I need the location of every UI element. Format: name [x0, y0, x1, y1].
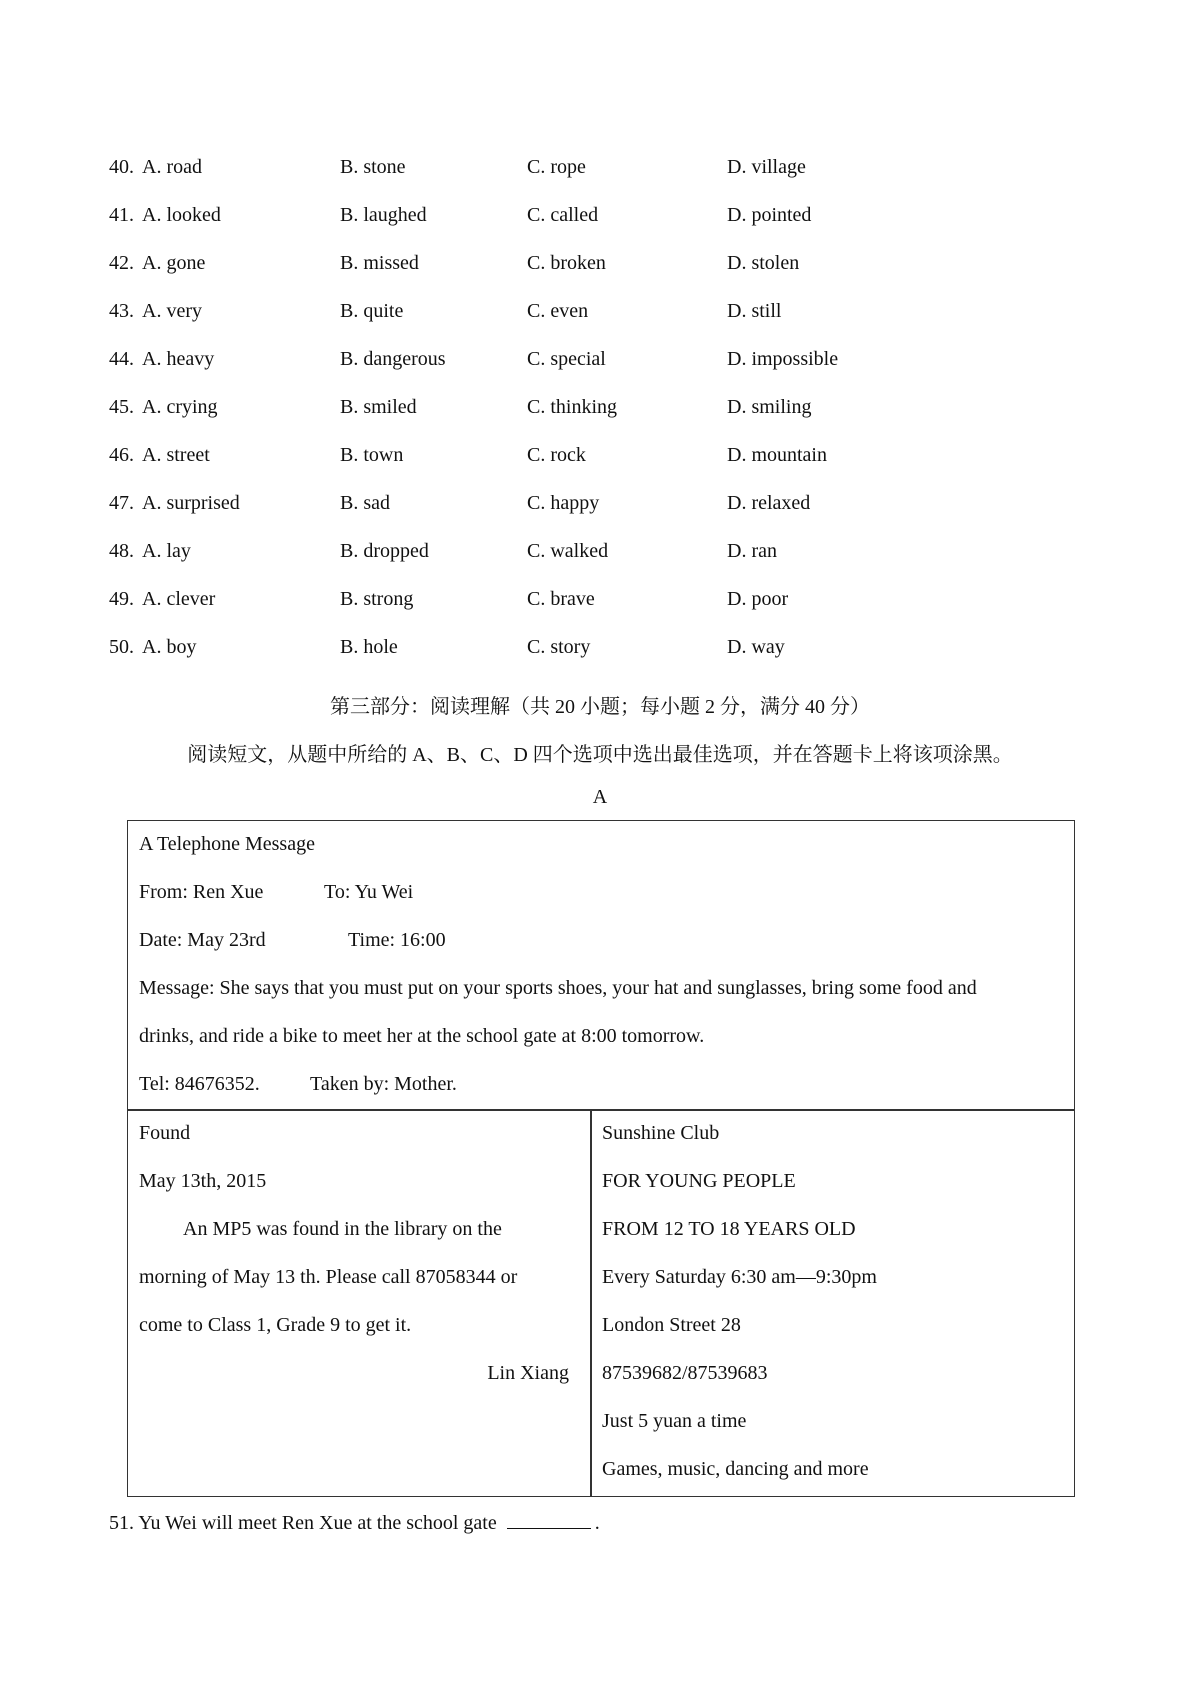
found-title: Found [139, 1122, 191, 1144]
message-title: A Telephone Message [139, 833, 315, 855]
option-d: D. way [727, 636, 785, 658]
club-line-4: London Street 28 [602, 1314, 741, 1336]
option-b: B. sad [340, 492, 390, 514]
question-row [0, 636, 1200, 666]
option-c: C. happy [527, 492, 600, 514]
telephone-message-box [127, 820, 1075, 1111]
option-b: B. smiled [340, 396, 417, 418]
question-number: 45. [109, 396, 134, 418]
message-taken-by: Taken by: Mother. [310, 1073, 457, 1095]
option-a: A. looked [142, 204, 221, 226]
question-number: 47. [109, 492, 134, 514]
message-to: To: Yu Wei [324, 881, 414, 903]
option-d: D. impossible [727, 348, 839, 370]
option-d: D. stolen [727, 252, 800, 274]
question-number: 50. [109, 636, 134, 658]
option-a: A. street [142, 444, 210, 466]
option-a: A. very [142, 300, 202, 322]
option-c: C. rock [527, 444, 586, 466]
question-number: 46. [109, 444, 134, 466]
question-row [0, 588, 1200, 618]
club-line-3: Every Saturday 6:30 am—9:30pm [602, 1266, 877, 1288]
question-number: 41. [109, 204, 134, 226]
club-line-6: Just 5 yuan a time [602, 1410, 747, 1432]
option-d: D. still [727, 300, 782, 322]
option-c: C. even [527, 300, 589, 322]
found-notice-box [127, 1109, 592, 1497]
found-text-line-3: come to Class 1, Grade 9 to get it. [139, 1314, 412, 1336]
section-heading: 第三部分：阅读理解（共 20 小题；每小题 2 分，满分 40 分） [330, 696, 870, 718]
question-number: 44. [109, 348, 134, 370]
question-number: 40. [109, 156, 134, 178]
question-row [0, 396, 1200, 426]
option-a: A. lay [142, 540, 191, 562]
option-b: B. laughed [340, 204, 427, 226]
question-51 [109, 1510, 600, 1535]
option-a: A. crying [142, 396, 218, 418]
message-body-line-1: Message: She says that you must put on your sports shoes, your hat and sunglasses, bring some food and [139, 977, 977, 999]
question-51-text: 51. Yu Wei will meet Ren Xue at the school gate [109, 1512, 497, 1534]
club-line-1: FOR YOUNG PEOPLE [602, 1170, 796, 1192]
option-c: C. story [527, 636, 591, 658]
message-body-line-2: drinks, and ride a bike to meet her at the school gate at 8:00 tomorrow. [139, 1025, 705, 1047]
section-instruction: 阅读短文，从题中所给的 A、B、C、D 四个选项中选出最佳选项，并在答题卡上将该项涂黑。 [187, 744, 1013, 766]
message-from: From: Ren Xue [139, 881, 264, 903]
found-signature: Lin Xiang [487, 1362, 569, 1384]
option-b: B. town [340, 444, 404, 466]
question-row [0, 300, 1200, 330]
option-d: D. ran [727, 540, 777, 562]
club-title: Sunshine Club [602, 1122, 720, 1144]
option-b: B. quite [340, 300, 404, 322]
found-text-line-2: morning of May 13 th. Please call 87058344 or [139, 1266, 518, 1288]
question-row [0, 444, 1200, 474]
question-row [0, 156, 1200, 186]
option-a: A. surprised [142, 492, 240, 514]
message-time: Time: 16:00 [348, 929, 446, 951]
question-51-period: . [594, 1512, 600, 1534]
question-row [0, 204, 1200, 234]
club-notice-box [590, 1109, 1075, 1497]
message-tel: Tel: 84676352. [139, 1073, 260, 1095]
question-number: 48. [109, 540, 134, 562]
option-b: B. dropped [340, 540, 429, 562]
club-line-5: 87539682/87539683 [602, 1362, 768, 1384]
club-line-2: FROM 12 TO 18 YEARS OLD [602, 1218, 856, 1240]
option-d: D. village [727, 156, 806, 178]
option-c: C. broken [527, 252, 606, 274]
question-row [0, 492, 1200, 522]
option-b: B. strong [340, 588, 414, 610]
answer-blank [507, 1510, 591, 1529]
option-a: A. boy [142, 636, 197, 658]
option-a: A. clever [142, 588, 216, 610]
option-c: C. thinking [527, 396, 618, 418]
option-b: B. dangerous [340, 348, 446, 370]
option-c: C. special [527, 348, 606, 370]
club-line-7: Games, music, dancing and more [602, 1458, 869, 1480]
option-c: C. brave [527, 588, 595, 610]
option-d: D. mountain [727, 444, 827, 466]
option-d: D. poor [727, 588, 789, 610]
passage-label: A [592, 786, 608, 808]
question-row [0, 348, 1200, 378]
option-d: D. smiling [727, 396, 812, 418]
option-b: B. missed [340, 252, 419, 274]
option-b: B. hole [340, 636, 398, 658]
question-number: 49. [109, 588, 134, 610]
option-c: C. called [527, 204, 599, 226]
question-number: 42. [109, 252, 134, 274]
option-a: A. road [142, 156, 202, 178]
question-number: 43. [109, 300, 134, 322]
option-c: C. walked [527, 540, 609, 562]
option-d: D. relaxed [727, 492, 811, 514]
option-c: C. rope [527, 156, 586, 178]
question-row [0, 540, 1200, 570]
found-date: May 13th, 2015 [139, 1170, 267, 1192]
option-b: B. stone [340, 156, 406, 178]
question-row [0, 252, 1200, 282]
option-a: A. heavy [142, 348, 215, 370]
option-d: D. pointed [727, 204, 812, 226]
message-date: Date: May 23rd [139, 929, 266, 951]
found-text-line-1: An MP5 was found in the library on the [183, 1218, 502, 1240]
option-a: A. gone [142, 252, 206, 274]
